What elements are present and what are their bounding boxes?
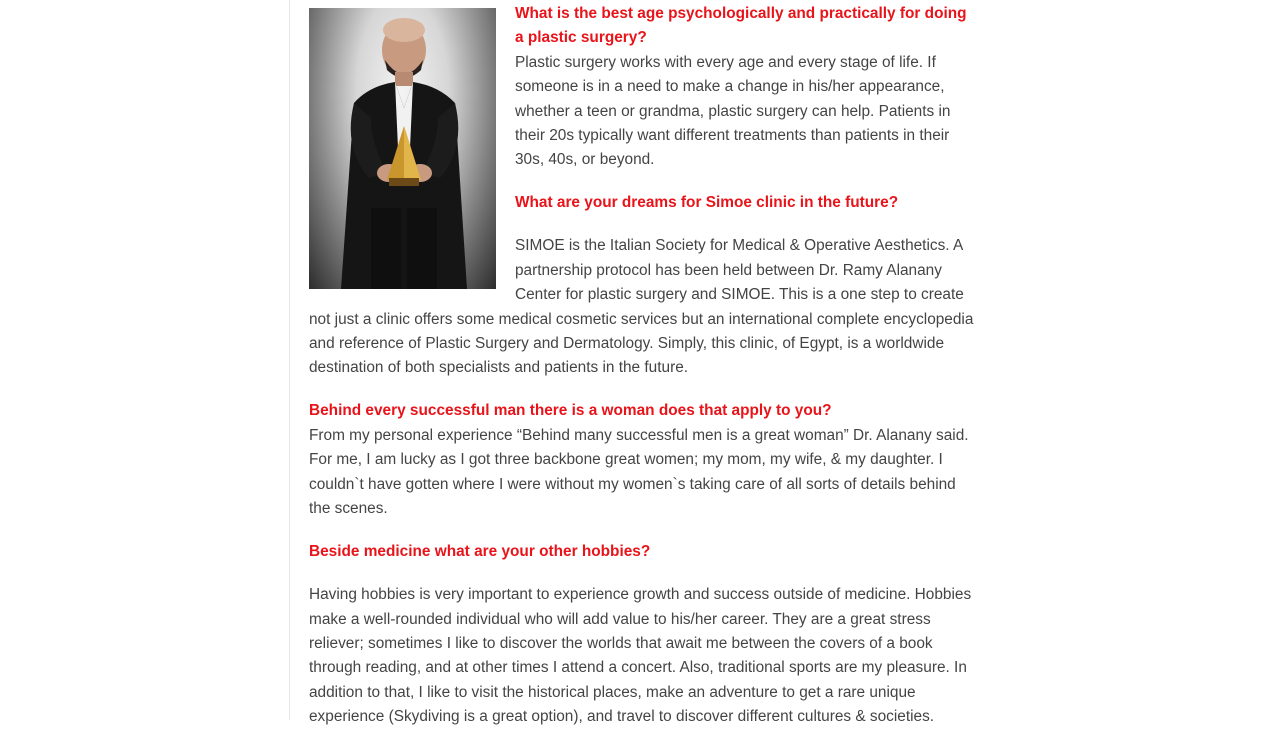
portrait-photo-icon (309, 8, 496, 289)
question-heading: Behind every successful man there is a woman does that apply to you? (309, 402, 832, 420)
content-left-border (289, 0, 290, 720)
answer-paragraph: Having hobbies is very important to experience growth and success outside of medicine. Hobbies make a well-rounded individual who will add value to his/her career. They are a great stress reliever; sometimes I like to discover the worlds that await me between the covers of a book through reading, and at other times I attend a concert. Also, traditional sports are my pleasure. In addition to that, I like to visit the historical places, make an adventure to get a rare unique experience (Skydiving is a great option), and travel to discover different cultures & societies. (309, 586, 972, 726)
answer-paragraph: Plastic surgery works with every age and every stage of life. If someone is in a need to make a change in his/her appearance, whether a teen or grandma, plastic surgery can help. Patients in their 20s typically want different treatments than patients in their 30s, 40s, or beyond. (515, 53, 951, 169)
question-heading: What are your dreams for Simoe clinic in the future? (515, 194, 899, 212)
question-heading: Beside medicine what are your other hobbies? (309, 543, 651, 561)
answer-paragraph: From my personal experience “Behind many successful men is a great woman” Dr. Alanany said. For me, I am lucky as I got three backbone great women; my mom, my wife, & my daughter. I couldn`t have gotten where I were without my women`s taking care of all sorts of details behind the scenes. (309, 426, 969, 518)
answer-paragraph: SIMOE is the Italian Society for Medical & Operative Aesthetics. A partnership protocol has been held between Dr. Ramy Alanany Center for plastic surgery and SIMOE. This is a one step to create not just a clinic offers some medical cosmetic services but an international complete encyclopedia and reference of Plastic Surgery and Dermatology. Simply, this clinic, of Egypt, is a worldwide destination of both specialists and patients in the future. (309, 237, 974, 377)
question-heading: What is the best age psychologically and practically for doing a plastic surgery? (515, 5, 967, 47)
portrait-illustration (309, 8, 496, 289)
interview-article (309, 2, 977, 730)
